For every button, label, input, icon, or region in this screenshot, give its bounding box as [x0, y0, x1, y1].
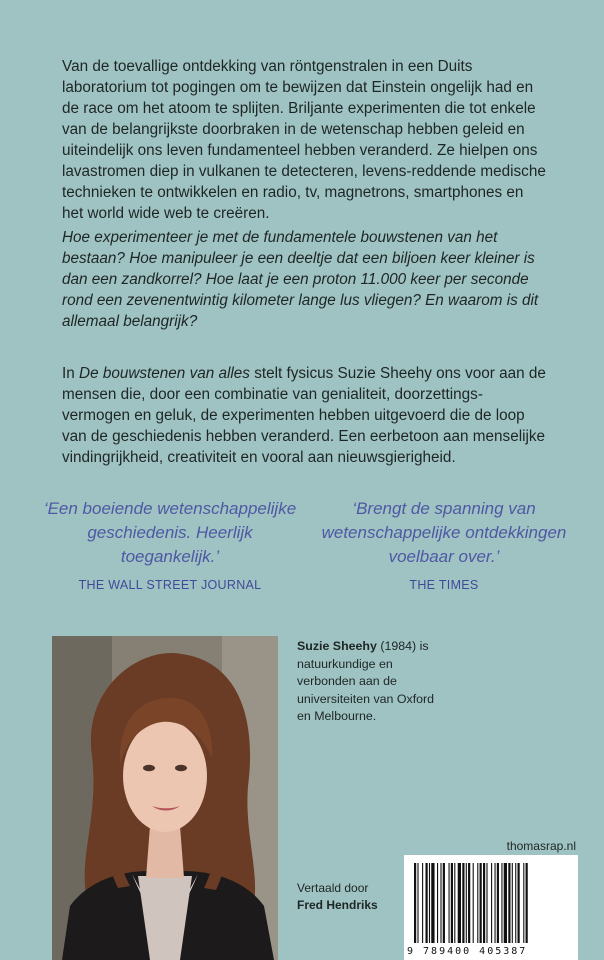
barcode-bar: [480, 863, 482, 943]
review-quote-text: ‘Brengt de spanning van wetenschappelijke ontdekkingen voelbaar over.’: [321, 499, 567, 566]
barcode-bar: [468, 863, 470, 943]
barcode-bar: [451, 863, 453, 943]
translator-label: Vertaald door: [297, 881, 369, 895]
blurb-paragraph-2: Hoe experimenteer je met de fundamentele bouwstenen van het bestaan? Hoe manipuleer je een deeltje dat een biljoen keer kleiner is dan een zandkorrel? Hoe laat je een proton 11.000 keer per seconde rond een zevenentwintig kilometer lange lus vliegen? En waarom is dit allemaal belangrijk?: [62, 229, 539, 330]
barcode-bar: [449, 863, 450, 943]
barcode-digits: 9 789400 405387: [407, 946, 528, 957]
author-birth-year: (1984): [380, 639, 417, 653]
blurb-paragraph-1: Van de toevallige ontdekking van röntgenstralen in een Duits laboratorium tot pogingen om te bewijzen dat Einstein ongelijk had en de race om het atoom te splijten. Briljante experimenten die tot enkele van de belangrijkste doorbraken in de wetenschap hebben geleid en uiteindelijk ons leven fundamenteel hebben veranderd. Ze hielpen ons lavastromen diep in vulkanen te detecteren, levens-reddende medische technieken te ontwikkelen en radio, tv, magnetrons, smartphones en het world wide web te creëren.: [62, 58, 546, 222]
isbn-barcode: [404, 855, 578, 960]
blurb-paragraph-3-rest: stelt fysicus Suzie Sheehy ons voor aan de mensen die, door een combinatie van genialiteit, doorzettings-vermogen en geluk, de experimenten hebben uitgevoerd die de loop van de geschiedenis hebben veranderd. Een eerbetoon aan menselijke vindingrijkheid, creativiteit en vooral aan nieuwsgierigheid.: [62, 365, 546, 466]
barcode-bar: [462, 863, 464, 943]
barcode-bar: [495, 863, 496, 943]
barcode-bar: [414, 863, 416, 943]
barcode-bar: [426, 863, 428, 943]
author-photo: [52, 636, 278, 960]
barcode-bar: [422, 863, 423, 943]
publisher-website: thomasrap.nl: [506, 839, 576, 853]
author-description: is natuurkundige en verbonden aan de universiteiten van Oxford en Melbourne.: [297, 639, 435, 723]
barcode-bar: [431, 863, 434, 943]
barcode-bar: [518, 863, 520, 943]
barcode-bar: [491, 863, 492, 943]
barcode-bar: [486, 863, 487, 943]
barcode-bar: [443, 863, 445, 943]
barcode-bar: [440, 863, 441, 943]
translator-credit: [297, 880, 378, 914]
blurb-paragraph-3: [62, 363, 548, 468]
review-quote-source: THE TIMES: [409, 578, 479, 592]
barcode-bar: [429, 863, 430, 943]
barcode-bar: [501, 863, 502, 943]
barcode-bar: [526, 863, 528, 943]
barcode-bar: [417, 863, 418, 943]
review-quote-text: ‘Een boeiende wetenschappelijke geschiedenis. Heerlijk toegankelijk.’: [43, 499, 297, 566]
author-bio: [297, 638, 447, 726]
barcode-bar: [512, 863, 513, 943]
barcode-bar: [515, 863, 516, 943]
review-quote-source: THE WALL STREET JOURNAL: [78, 578, 262, 592]
translator-name: Fred Hendriks: [297, 898, 378, 912]
book-title: De bouwstenen van alles: [79, 365, 250, 382]
author-portrait-illustration: [52, 636, 278, 960]
barcode-bar: [477, 863, 478, 943]
blurb-paragraph-3-prefix: In: [62, 365, 80, 382]
barcode-bar: [483, 863, 485, 943]
review-quote-times: [314, 497, 574, 597]
barcode-bar: [454, 863, 455, 943]
barcode-bar: [508, 863, 510, 943]
barcode-bar: [466, 863, 467, 943]
barcode-bar: [458, 863, 461, 943]
barcode-bar: [437, 863, 438, 943]
barcode-bars: [410, 863, 572, 943]
barcode-bar: [523, 863, 524, 943]
barcode-bar: [473, 863, 474, 943]
review-quote-wsj: [40, 497, 300, 597]
author-name: Suzie Sheehy: [297, 639, 377, 653]
barcode-bar: [497, 863, 499, 943]
barcode-bar: [504, 863, 507, 943]
